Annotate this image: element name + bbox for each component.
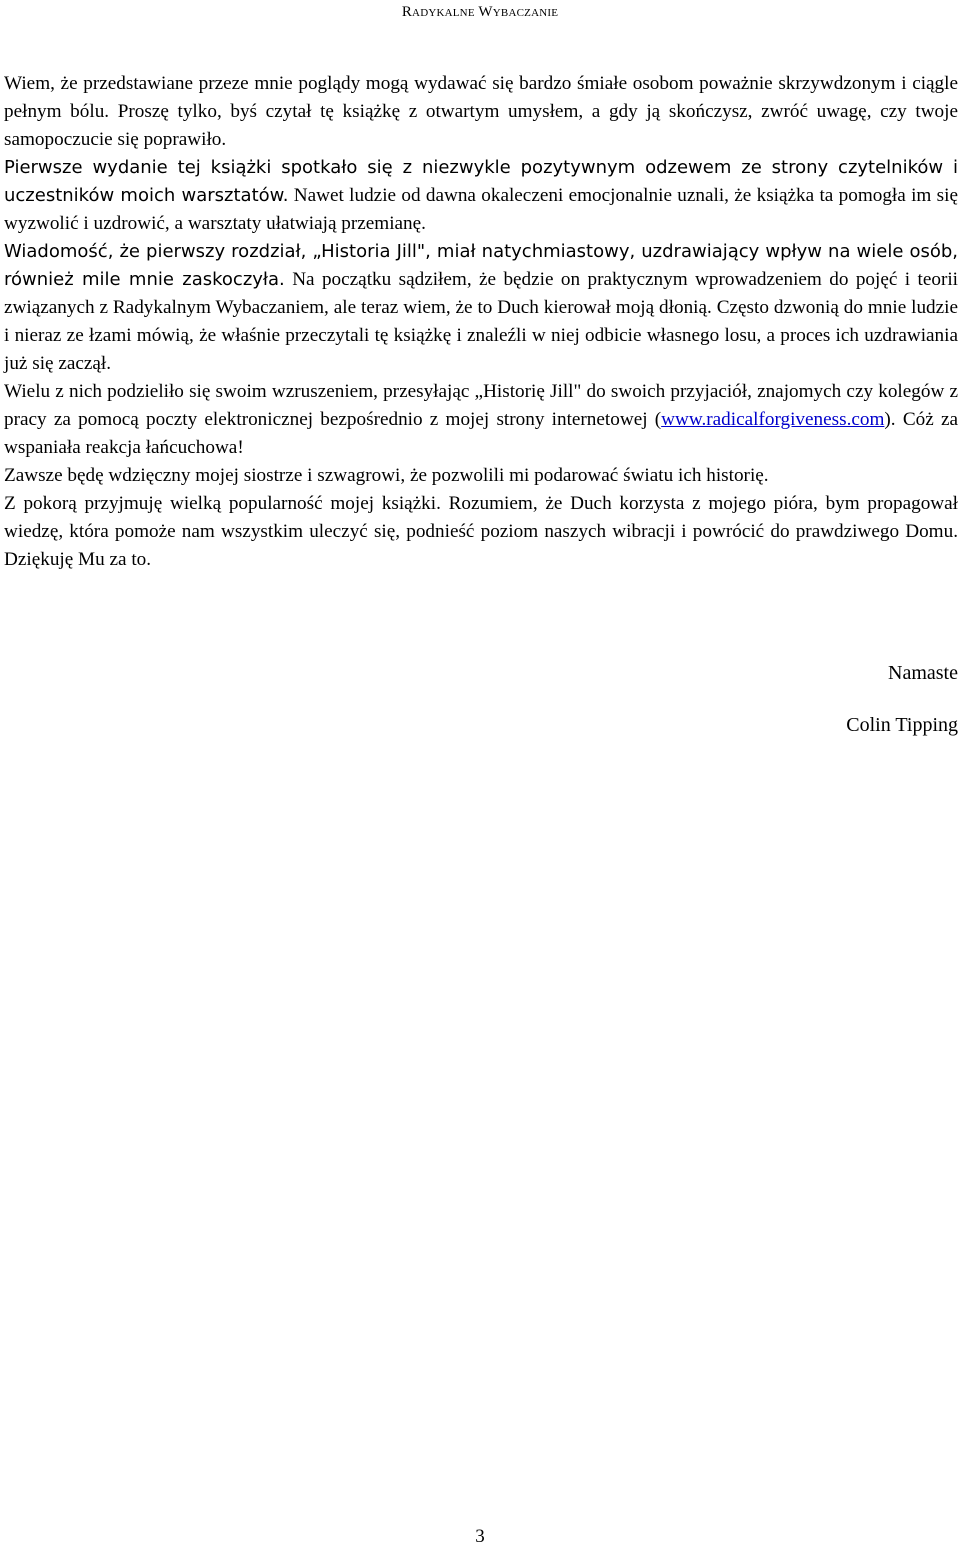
paragraph-4-rest: ). Cóż za wspaniała reakcja łańcuchowa! xyxy=(4,409,958,458)
paragraph-3 xyxy=(4,238,958,378)
paragraph-2-rest: Nawet ludzie od dawna okaleczeni emocjonalnie uznali, że książka ta pomogła im się wyzwolić i uzdrowić, a warsztaty ułatwiają przemianę. xyxy=(4,185,958,234)
paragraph-3-lead: Wiadomość, że pierwszy rozdział, „Historia Jill", miał natychmiastowy, uzdrawiający wpływ na wiele osób, również mile mnie zaskoczyła. xyxy=(4,241,958,290)
paragraph-2 xyxy=(4,154,958,238)
paragraph-5: Zawsze będę wdzięczny mojej siostrze i szwagrowi, że pozwolili mi podarować światu ich historię. xyxy=(4,465,769,486)
page-number: 3 xyxy=(475,1526,485,1547)
signoff-author: Colin Tipping xyxy=(846,714,958,736)
main-text xyxy=(4,70,958,574)
signoff-greeting: Namaste xyxy=(888,662,958,684)
running-header: Radykalne Wybaczanie xyxy=(401,4,559,20)
paragraph-3-rest: Na początku sądziłem, że będzie on praktycznym wprowadzeniem do pojęć i teorii związanych z Radykalnym Wybaczaniem, ale teraz wiem, że to Duch kierował moją dłonią. Często dzwonią do mnie ludzie i nieraz ze łzami mówią, że właśnie przeczytali tę książkę i znaleźli w niej odbicie własnego losu, a proces ich uzdrawiania już się zaczął. xyxy=(4,269,959,374)
paragraph-1: Wiem, że przedstawiane przeze mnie poglądy mogą wydawać się bardzo śmiałe osobom poważnie skrzywdzonym i ciągle pełnym bólu. Proszę tylko, byś czytał tę książkę z otwartym umysłem, a gdy ją skończysz, zwróć uwagę, czy twoje samopoczucie się poprawiło. xyxy=(4,73,958,150)
website-link[interactable]: www.radicalforgiveness.com xyxy=(661,409,885,430)
paragraph-4 xyxy=(4,378,958,462)
paragraph-2-lead: Pierwsze wydanie tej książki spotkało się z niezwykle pozytywnym odzewem ze strony czytelników i uczestników moich warsztatów. xyxy=(4,157,958,206)
paragraph-4-lead: Wielu z nich podzieliło się swoim wzruszeniem, przesyłając „Historię Jill" do swoich przyjaciół, znajomych czy kolegów z pracy za pomocą poczty elektronicznej bezpośrednio z mojej strony internetowej ( xyxy=(4,381,958,430)
paragraph-6: Z pokorą przyjmuję wielką popularność mojej książki. Rozumiem, że Duch korzysta z mojego pióra, bym propagował wiedzę, która pomoże nam wszystkim uleczyć się, podnieść poziom naszych wibracji i powrócić do prawdziwego Domu. Dziękuję Mu za to. xyxy=(4,493,958,570)
